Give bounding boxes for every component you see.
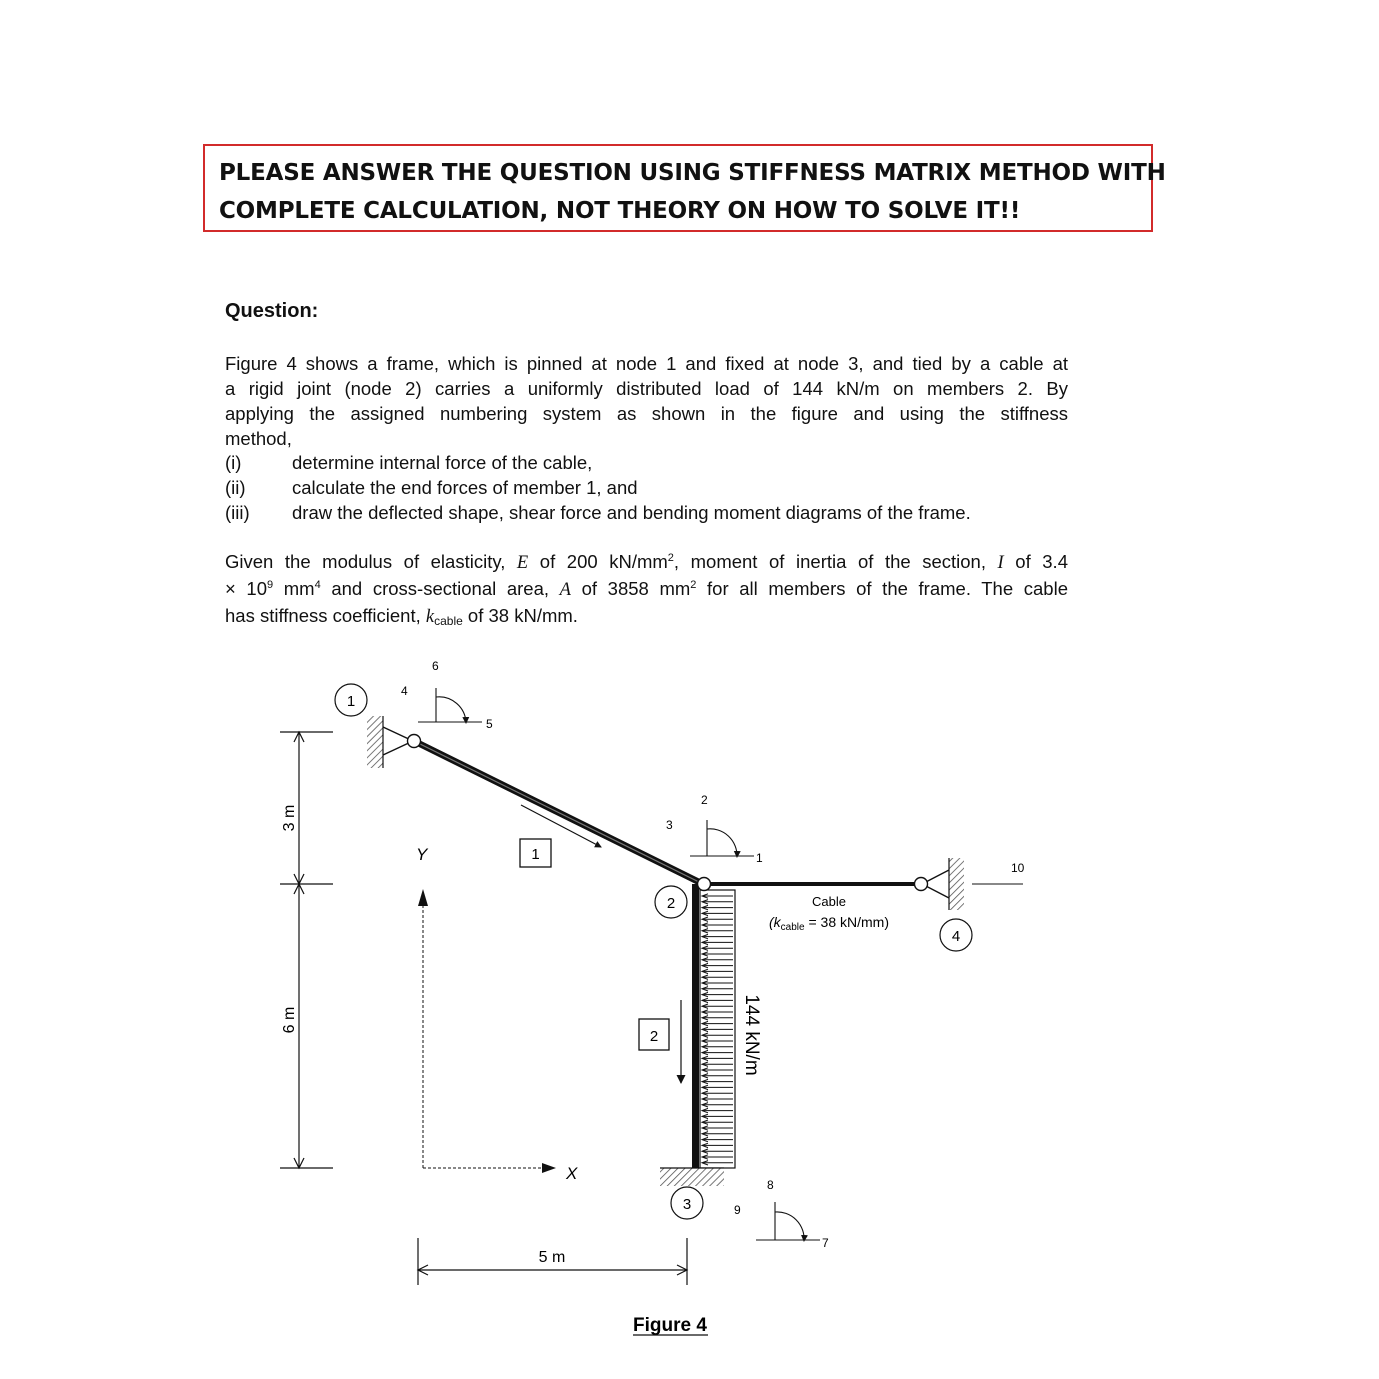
dof-8: 8 (767, 1178, 774, 1192)
dim-6m: 6 m (281, 1006, 298, 1034)
axis-y-label: Y (416, 845, 428, 864)
load-label: 144 kN/m (741, 994, 762, 1076)
cable-title: Cable (812, 894, 846, 909)
dof-5: 5 (486, 717, 493, 731)
given-line: × $10^9$ $mm^4$ and cross-sectional area, A of 3858 $mm^2$ for all members of the frame. The cable (225, 578, 1068, 600)
intro-line: Figure 4 shows a frame, which is pinned at node 1 and fixed at node 3, and tied by a cable at (225, 353, 1068, 374)
dof-symbol-node-3 (756, 1202, 820, 1241)
dim-3m: 3 m (281, 804, 298, 832)
node-label-2 (655, 886, 687, 918)
intro-line: method, (225, 428, 292, 449)
fixed-support-node-3 (660, 1168, 724, 1186)
dof-2: 2 (701, 793, 708, 807)
task-number: (i) (225, 452, 242, 473)
task-text: calculate the end forces of member 1, and (292, 477, 638, 498)
dof-4: 4 (401, 684, 408, 698)
task-number: (ii) (225, 477, 246, 498)
node-label-1 (335, 684, 367, 716)
member-2 (692, 884, 699, 1168)
member-2-label (639, 1019, 669, 1050)
svg-text:1: 1 (346, 693, 356, 710)
task-number: (iii) (225, 502, 250, 523)
given-line: Given the modulus of elasticity, E of 200 $kN/mm^2$, moment of inertia of the section, I of 3.4 (225, 551, 1068, 573)
dof-symbol-node-1 (418, 688, 482, 723)
task-text: determine internal force of the cable, (292, 452, 593, 473)
pin-support-node-1 (367, 716, 421, 768)
pin-support-node-4 (915, 858, 965, 910)
dof-6: 6 (432, 659, 439, 673)
dof-symbol-node-2 (690, 820, 754, 857)
svg-text:2: 2 (666, 895, 676, 912)
dof-9: 9 (734, 1203, 741, 1217)
intro-line: applying the assigned numbering system as shown in the figure and using the stiffness (225, 403, 1068, 424)
dof-10: 10 (1011, 861, 1025, 875)
global-axes (418, 889, 556, 1173)
member-1-label (520, 839, 551, 867)
dof-1: 1 (756, 851, 763, 865)
svg-text:3: 3 (682, 1196, 692, 1213)
node-label-4 (940, 919, 972, 951)
svg-text:4: 4 (951, 928, 961, 945)
dof-3: 3 (666, 818, 673, 832)
dim-5m: 5 m (538, 1249, 566, 1266)
given-line: has stiffness coefficient, $k_{cable}$ of 38 kN/mm. (225, 605, 578, 628)
axis-x-label: X (566, 1164, 578, 1183)
task-text: draw the deflected shape, shear force and bending moment diagrams of the frame. (292, 502, 971, 523)
distributed-load (700, 890, 735, 1168)
notice-line-1: PLEASE ANSWER THE QUESTION USING STIFFNESS MATRIX METHOD WITH (219, 160, 1166, 186)
notice-line-2: COMPLETE CALCULATION, NOT THEORY ON HOW TO SOLVE IT!! (219, 198, 1021, 224)
node-label-3 (671, 1187, 703, 1219)
intro-line: a rigid joint (node 2) carries a uniformly distributed load of 144 kN/m on members 2. By (225, 378, 1068, 399)
svg-text:1: 1 (531, 846, 540, 863)
svg-text:2: 2 (649, 1028, 659, 1045)
cable-stiffness-label: ($k_{cable} = 38$ kN/mm) (769, 914, 889, 933)
rigid-joint-node-2 (698, 878, 711, 891)
dof-7: 7 (822, 1236, 829, 1250)
question-heading: Question: (225, 300, 319, 322)
vertical-dimensions (280, 732, 333, 1168)
figure-caption: Figure 4 (633, 1315, 707, 1336)
